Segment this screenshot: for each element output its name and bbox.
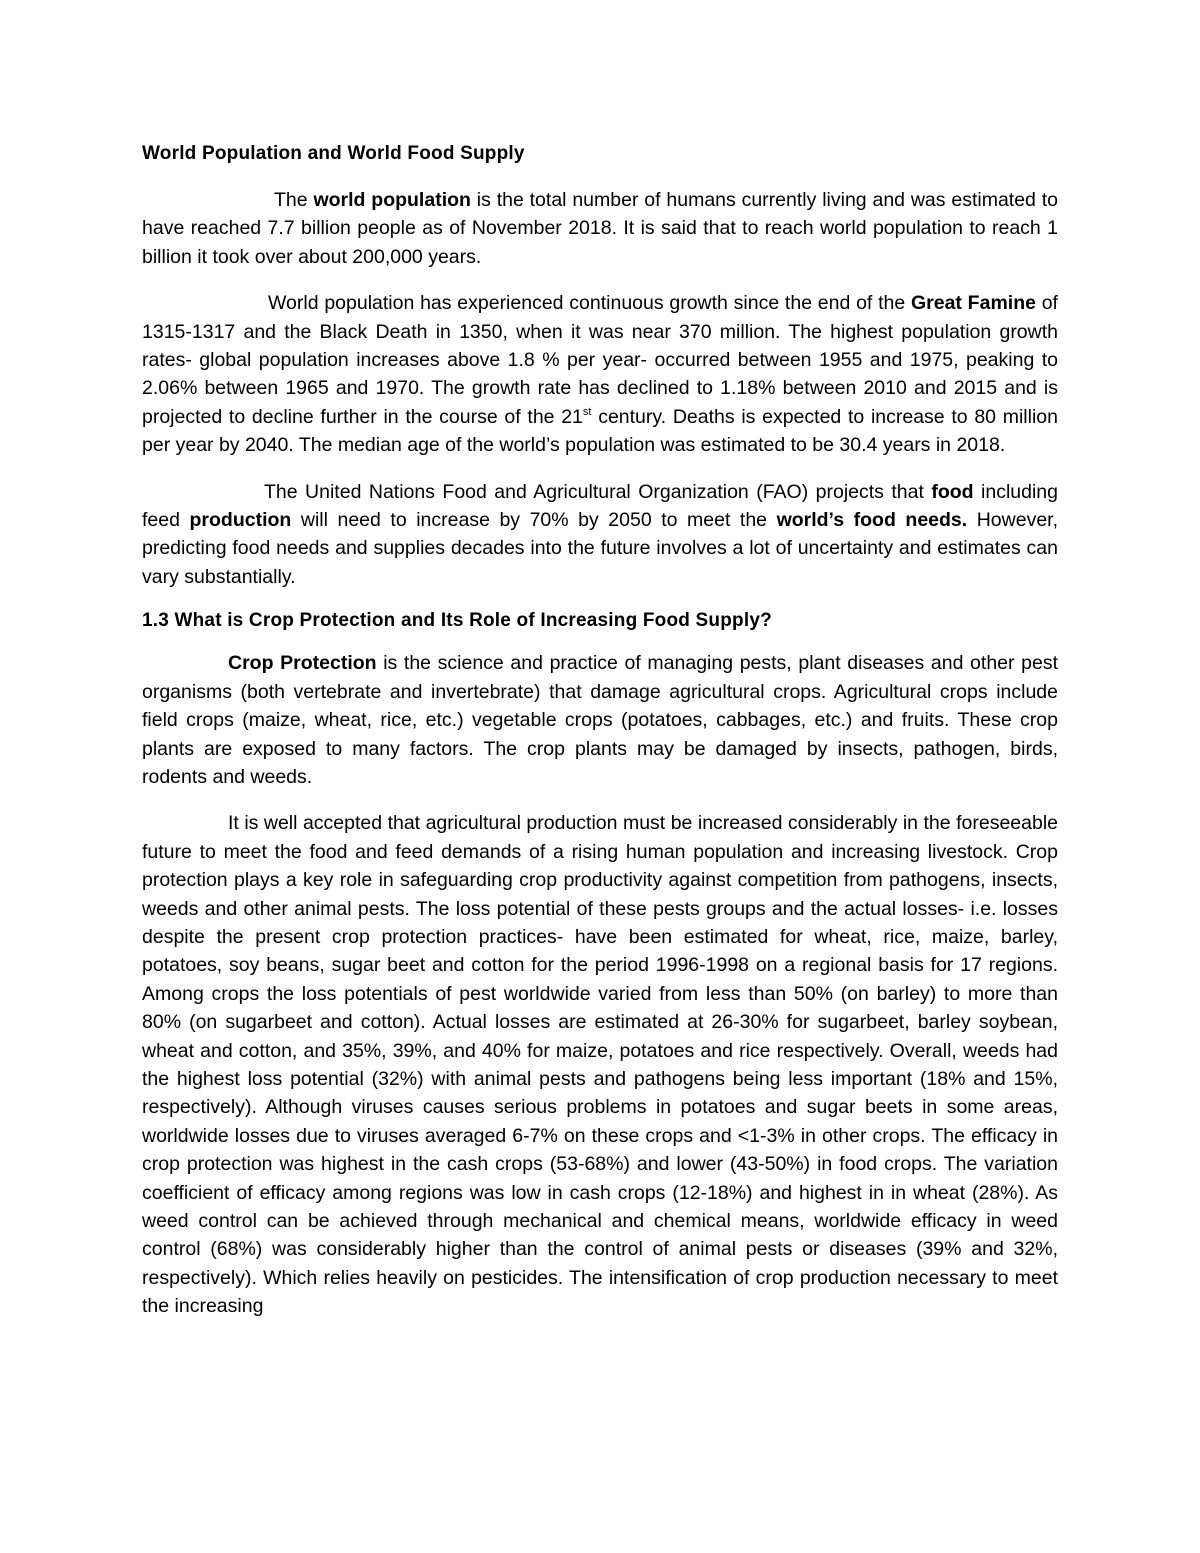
document-title: World Population and World Food Supply [142, 143, 525, 164]
text-run: However, predicting food needs and supplies decades into the future involves a lot of uncertainty and estimates can vary substantially. [142, 509, 1059, 588]
text-run: is the total number of humans currently living and was estimated to have reached 7.7 billion people as of November 2018. It is said that to reach world population to reach 1 billion it took over about 200,000 years. [142, 189, 1058, 268]
bold-term: world population [313, 189, 471, 211]
bold-term: Great Famine [910, 292, 1036, 315]
bold-term: production [189, 509, 292, 532]
superscript: st [582, 405, 592, 418]
text-run: of 1315-1317 and the Black Death in 1350, when it was near 370 million. The highest population growth rates- global population increases above 1.8 % per year- occurred between 1955 and 1975, peaking to 2.06% between 1965 and 1970. The growth rate has declined to 1.18% between 2010 and 2015 and is projected to decline further in the course of the 21 [142, 292, 1058, 428]
text-run: will need to increase by 70% by 2050 to meet the [291, 509, 777, 532]
document-body [142, 140, 1058, 1321]
paragraph-population-growth [142, 289, 1058, 459]
text-run: century. Deaths is expected to increase to 80 million per year by 2040. The median age of the world’s population was estimated to be 30.4 years in 2018. [142, 405, 1058, 457]
paragraph-world-population [142, 186, 1058, 271]
text-run: It is well accepted that agricultural production must be increased considerably in the foreseeable future to meet the food and feed demands of a rising human population and increasing livestock. Crop protection plays a key role in safeguarding crop productivity against competition from pathogens, insects, weeds and other animal pests. The loss potential of these pests groups and the actual losses- i.e. losses despite the present crop protection practices- have been estimated for wheat, rice, maize, barley, potatoes, soy beans, sugar beet and cotton for the period 1996-1998 on a regional basis for 17 regions. Among crops the loss potentials of pest worldwide varied from less than 50% (on barley) to more than 80% (on sugarbeet and cotton). Actual losses are estimated at 26-30% for sugarbeet, barley soybean, wheat and cotton, and 35%, 39%, and 40% for maize, potatoes and rice respectively. Overall, weeds had the highest loss potential (32%) with animal pests and pathogens being less important (18% and 15%, respectively). Although viruses causes serious problems in potatoes and sugar beets in some areas, worldwide losses due to viruses averaged 6-7% on these crops and <1-3% in other crops. The efficacy in crop protection was highest in the cash crops (53-68%) and lower (43-50%) in food crops. The variation coefficient of efficacy among regions was low in cash crops (12-18%) and highest in in wheat (28%). As weed control can be achieved through mechanical and chemical means, worldwide efficacy in weed control (68%) was considerably higher than the control of animal pests or diseases (39% and 32%, respectively). Which relies heavily on pesticides. The intensification of crop production necessary to meet the increasing [142, 812, 1058, 1318]
bold-term: world’s food needs. [776, 509, 968, 532]
text-run: is the science and practice of managing pests, plant diseases and other pest organisms (both vertebrate and invertebrate) that damage agricultural crops. Agricultural crops include field crops (maize, wheat, rice, etc.) vegetable crops (potatoes, cabbages, etc.) and fruits. These crop plants are exposed to many factors. The crop plants may be damaged by insects, pathogen, birds, rodents and weeds. [142, 652, 1058, 788]
text-run: including feed [142, 480, 1058, 532]
bold-term: food [931, 480, 974, 503]
paragraph-fao-projection [142, 478, 1058, 592]
text-run: The [274, 189, 314, 211]
section-heading: 1.3 What is Crop Protection and Its Role of Increasing Food Supply? [142, 610, 772, 632]
text-run: World population has experienced continuous growth since the end of the [268, 292, 911, 315]
bold-term: Crop Protection [228, 652, 377, 675]
text-run: The United Nations Food and Agricultural Organization (FAO) projects that [264, 480, 932, 503]
paragraph-crop-protection-definition [142, 649, 1058, 791]
paragraph-crop-losses [142, 809, 1058, 1320]
